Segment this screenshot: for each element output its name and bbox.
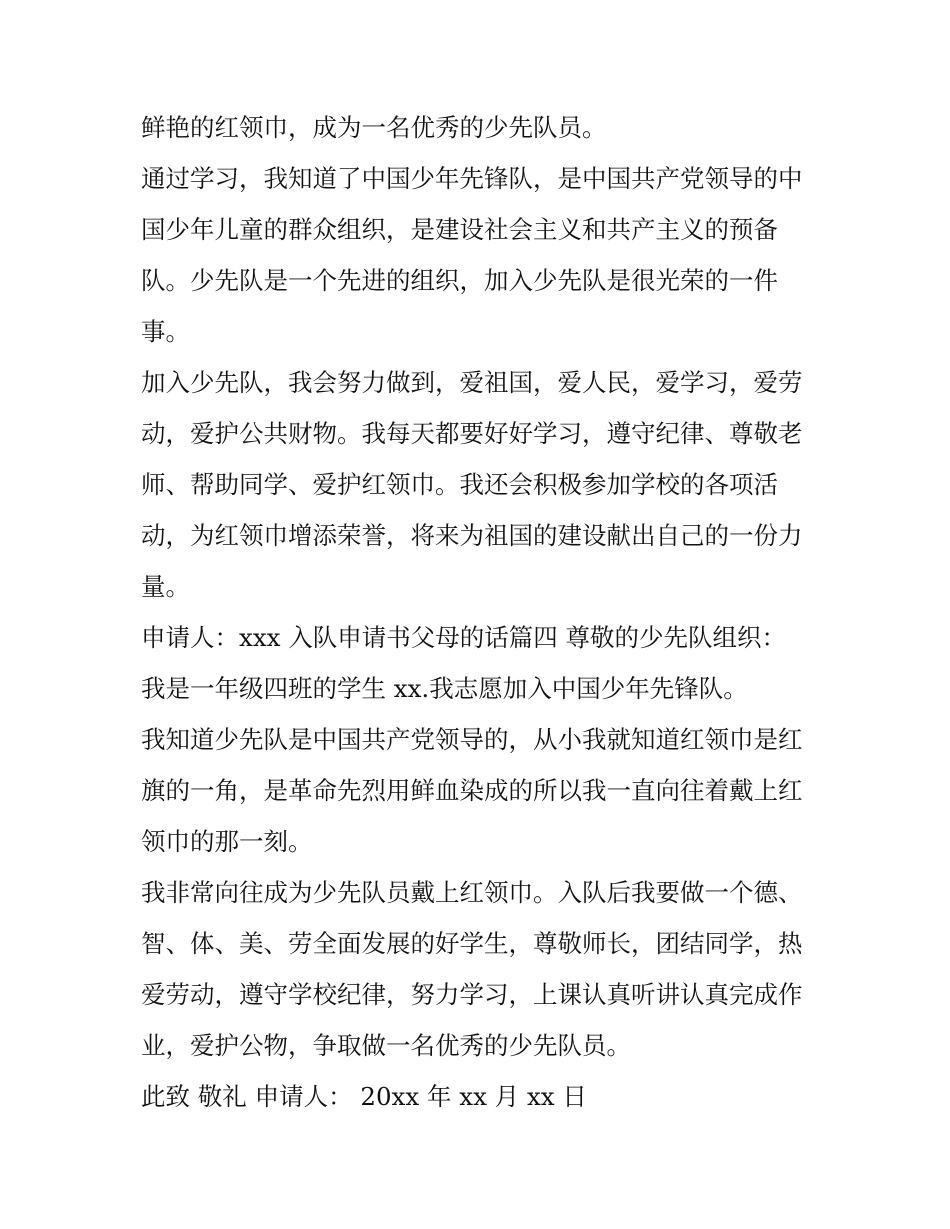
text-line: 加入少先队，我会努力做到，爱祖国，爱人民，爱学习，爱劳 xyxy=(141,368,803,397)
text-line: 师、帮助同学、爱护红领巾。我还会积极参加学校的各项活 xyxy=(141,470,778,499)
text-line: 业，爱护公物，争取做一名优秀的少先队员。 xyxy=(141,1031,631,1060)
text-line: 通过学习，我知道了中国少年先锋队，是中国共产党领导的中 xyxy=(141,164,803,193)
text-line: 智、体、美、劳全面发展的好学生，尊敬师长，团结同学，热 xyxy=(141,929,803,958)
text-line: 我知道少先队是中国共产党领导的，从小我就知道红领巾是红 xyxy=(141,725,803,754)
text-line: 队。少先队是一个先进的组织，加入少先队是很光荣的一件 xyxy=(141,266,778,295)
text-line: 鲜艳的红领巾，成为一名优秀的少先队员。 xyxy=(141,113,607,142)
text-line: 我是一年级四班的学生 xx.我志愿加入中国少年先锋队。 xyxy=(141,674,748,703)
text-line: 爱劳动，遵守学校纪律，努力学习，上课认真听讲认真完成作 xyxy=(141,980,803,1009)
text-line: 旗的一角，是革命先烈用鲜血染成的所以我一直向往着戴上红 xyxy=(141,776,803,805)
text-line: 动，为红领巾增添荣誉，将来为祖国的建设献出自己的一份力 xyxy=(141,521,803,550)
text-line: 量。 xyxy=(141,572,190,601)
text-line: 国少年儿童的群众组织，是建设社会主义和共产主义的预备 xyxy=(141,215,778,244)
text-line: 动，爱护公共财物。我每天都要好好学习，遵守纪律、尊敬老 xyxy=(141,419,803,448)
text-line: 此致 敬礼 申请人： 20xx 年 xx 月 xx 日 xyxy=(141,1082,587,1111)
text-line: 事。 xyxy=(141,317,190,346)
text-line: 领巾的那一刻。 xyxy=(141,827,313,856)
text-line: 我非常向往成为少先队员戴上红领巾。入队后我要做一个德、 xyxy=(141,878,803,907)
text-line: 申请人：xxx 入队申请书父母的话篇四 尊敬的少先队组织： xyxy=(141,623,787,652)
